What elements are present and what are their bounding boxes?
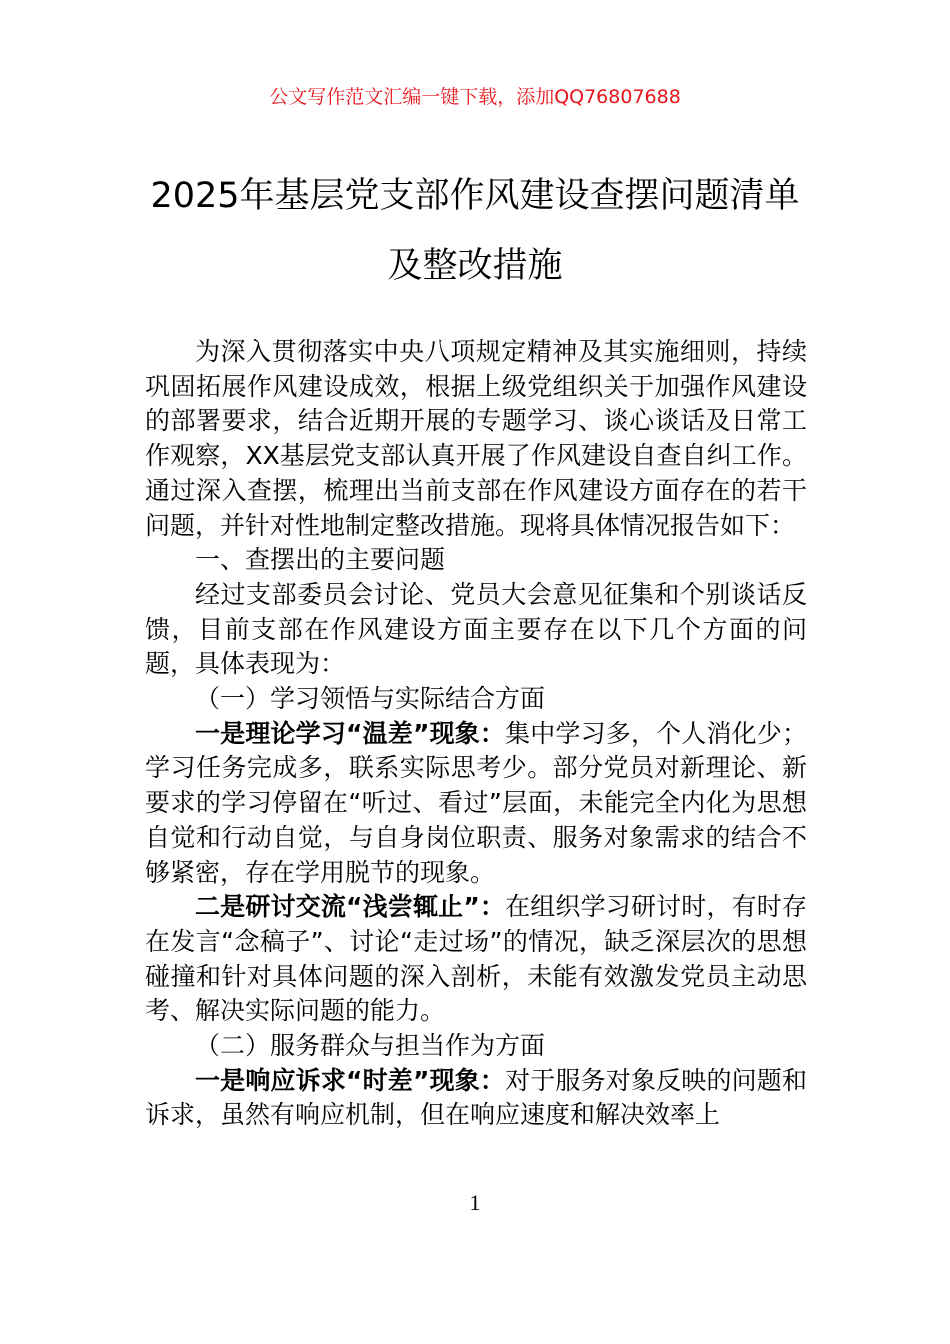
page-number: 1: [469, 1190, 481, 1215]
document-body: [145, 335, 807, 1133]
download-notice: 公文写作范文汇编一键下载，添加QQ76807688: [269, 86, 681, 108]
document-title-line2: 及整改措施: [387, 246, 563, 286]
subsection-heading: [145, 682, 807, 717]
paragraph-text: 为深入贯彻落实中央八项规定精神及其实施细则，持续巩固拓展作风建设成效，根据上级党组织关于加强作风建设的部署要求，结合近期开展的专题学习、谈心谈话及日常工作观察，XX基层党支部认真开展了作风建设自查自纠工作。通过深入查摆，梳理出当前支部在作风建设方面存在的若干问题，并针对性地制定整改措施。现将具体情况报告如下：: [145, 337, 807, 540]
paragraph-text: 对于服务对象反映的问题和诉求，虽然有响应机制，但在响应速度和解决效率上: [145, 1065, 807, 1130]
bold-lead: 二是研讨交流“浅尝辄止”：: [195, 892, 506, 922]
paragraph: [145, 890, 807, 1029]
paragraph: [145, 717, 807, 891]
subsection-heading: [145, 1029, 807, 1064]
section-heading: [145, 543, 807, 578]
heading-text: （二）服务群众与担当作为方面: [195, 1031, 546, 1061]
paragraph-text: 集中学习多，个人消化少；学习任务完成多，联系实际思考少。部分党员对新理论、新要求的学习停留在“听过、看过”层面，未能完全内化为思想自觉和行动自觉，与自身岗位职责、服务对象需求的结合不够紧密，存在学用脱节的现象。: [145, 718, 807, 887]
paragraph: [145, 1064, 807, 1133]
paragraph-text: 在组织学习研讨时，有时存在发言“念稿子”、讨论“走过场”的情况，缺乏深层次的思想碰撞和针对具体问题的深入剖析，未能有效激发党员主动思考、解决实际问题的能力。: [145, 892, 807, 1026]
intro-paragraph: [145, 335, 807, 543]
paragraph-text: 经过支部委员会讨论、党员大会意见征集和个别谈话反馈，目前支部在作风建设方面主要存在以下几个方面的问题，具体表现为：: [145, 579, 807, 679]
bold-lead: 一是响应诉求“时差”现象：: [195, 1065, 506, 1095]
bold-lead: 一是理论学习“温差”现象：: [195, 718, 506, 748]
document-title-line1: 2025年基层党支部作风建设查摆问题清单: [150, 176, 800, 216]
paragraph: [145, 578, 807, 682]
heading-text: （一）学习领悟与实际结合方面: [195, 684, 546, 714]
heading-text: 一、查摆出的主要问题: [195, 545, 446, 575]
